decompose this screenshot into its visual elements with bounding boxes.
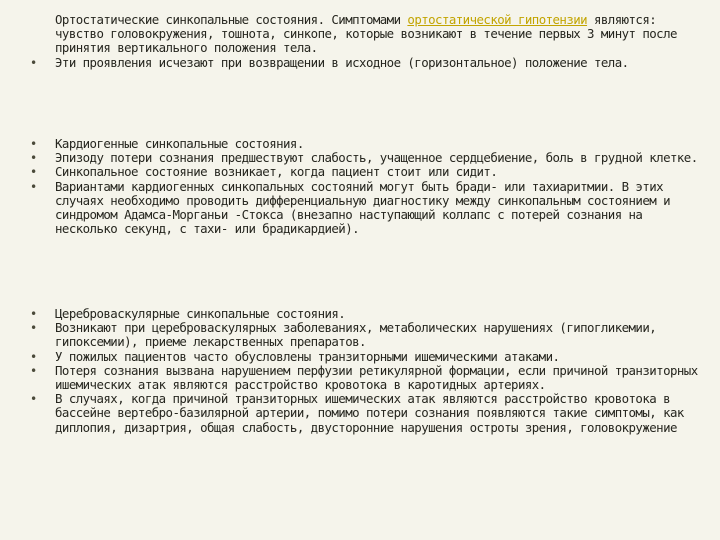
list-item: [0, 151, 720, 165]
item-text: У пожилых пациентов часто обусловлены транзиторными ишемическими атаками.: [55, 348, 560, 364]
item-text-pre: Ортостатические синкопальные состояния. Симптомами: [55, 12, 408, 27]
item-text: Потеря сознания вызвана нарушением перфузии ретикулярной формации, если причиной транзиторных ишемических атак являются расстройство кровотока в каротидных артериях.: [55, 362, 698, 393]
bullet: •: [30, 321, 38, 336]
bullet: •: [30, 363, 38, 378]
item-text: Цереброваскулярные синкопальные состояния.: [55, 306, 346, 321]
list-item: [0, 364, 720, 392]
bullet: •: [30, 165, 38, 180]
list-item: [0, 165, 720, 179]
item-text: Синкопальное состояние возникает, когда пациент стоит или сидит.: [55, 164, 498, 180]
item-text: В случаях, когда причиной транзиторных ишемических атак являются расстройство кровотока в бассейне вертебро-базилярной артерии, помимо потери сознания появляются такие симптомы, как диплопия, дизартрия, общая слабость, двусторонние нарушения остроты зрения, головокружение: [55, 391, 684, 435]
item-text: Вариантами кардиогенных синкопальных состояний могут быть бради- или тахиаритмии. В этих случаях необходимо проводить дифференциальную диагностику между синкопальным состоянием и синдромом Адамса-Морганьи -Стокса (внезапно наступающий коллапс с потерей сознания на несколько секунд, с тахи- или брадикардией).: [55, 178, 670, 237]
item-text: Кардиогенные синкопальные состояния.: [55, 136, 304, 151]
bullet: •: [30, 151, 38, 166]
section-orthostatic: [0, 13, 720, 70]
section-cardiogenic: [0, 137, 720, 236]
list-item: [0, 321, 720, 349]
bullet: •: [30, 55, 38, 70]
bullet: •: [30, 137, 38, 151]
item-text-post: являются: чувство головокружения, тошнота, синкопе, которые возникают в течение первых 3 минут после принятия вертикального положения тела.: [55, 12, 677, 56]
list-item: [0, 137, 720, 151]
list-item: [0, 180, 720, 237]
item-text: Возникают при цереброваскулярных заболеваниях, метаболических нарушениях (гипогликемии, гипоксемии), приеме лекарственных препаратов.: [55, 320, 657, 350]
list-item: [0, 350, 720, 364]
orthostatic-hypotension-link[interactable]: ортостатической гипотензии: [407, 12, 588, 27]
item-text: Эпизоду потери сознания предшествуют слабость, учащенное сердцебиение, боль в грудной клетке.: [55, 150, 698, 166]
bullet: •: [30, 349, 38, 364]
list-item: [0, 307, 720, 321]
bullet: •: [30, 307, 38, 321]
list-item: [0, 56, 720, 70]
list-item: [0, 392, 720, 435]
item-text: Эти проявления исчезают при возвращении в исходное (горизонтальное) положение тела.: [55, 54, 629, 70]
section-cerebrovascular: [0, 307, 720, 435]
item-text: [55, 13, 700, 56]
bullet: •: [30, 392, 38, 407]
list-item: [0, 13, 720, 56]
bullet: •: [30, 179, 38, 194]
